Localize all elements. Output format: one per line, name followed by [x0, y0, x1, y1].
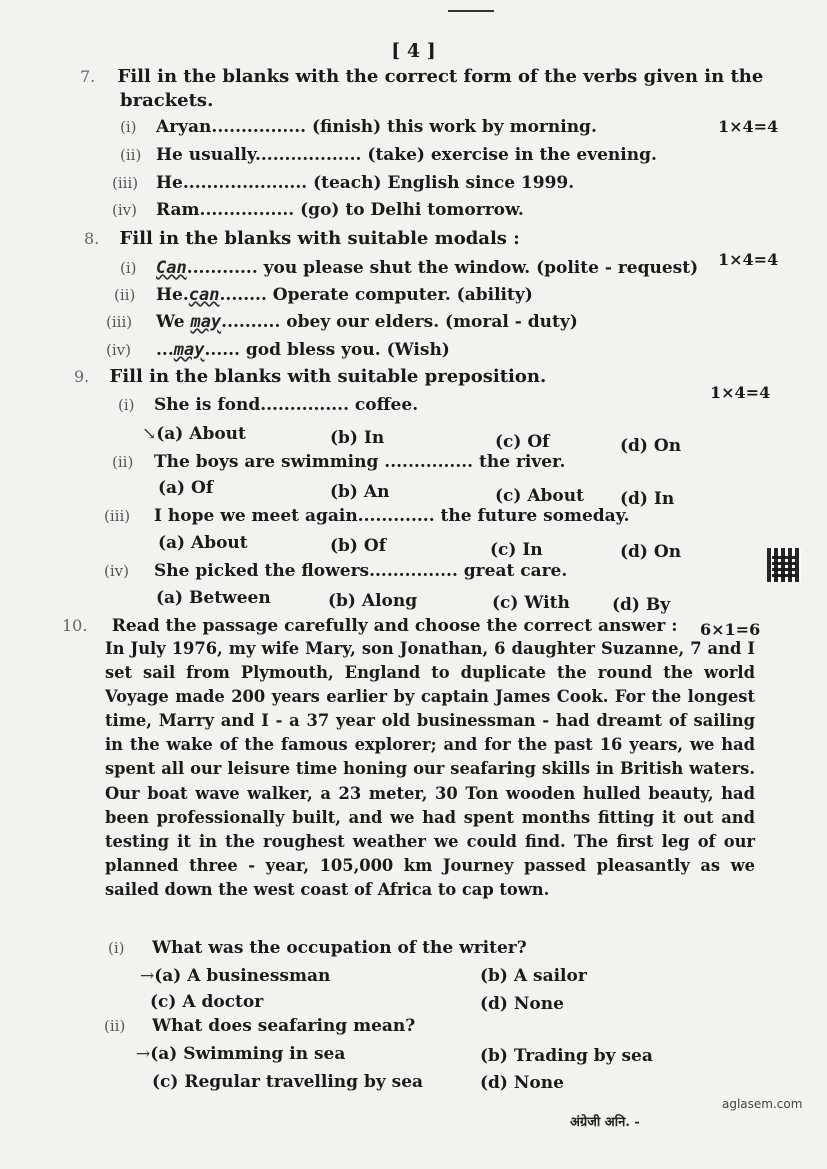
q9-item-roman: (i) [118, 396, 135, 414]
q8-item-text: ........ Operate computer. (ability) [219, 285, 533, 305]
q7-item-text: Aryan................ (finish) this work by morning. [156, 117, 597, 137]
q10-option [140, 966, 330, 986]
reading-passage [105, 637, 755, 902]
top-rule [448, 10, 494, 12]
q9-option: (c) In [490, 540, 543, 560]
watermark: aglasem.com [722, 1097, 803, 1111]
q7-item-roman: (iv) [112, 201, 137, 219]
q10-heading [62, 615, 678, 636]
q9-option: (a) Between [156, 588, 271, 608]
q9-item-text: The boys are swimming ............... the river. [154, 452, 566, 472]
q10-option: (b) A sailor [480, 966, 587, 986]
handwritten-answer: can [188, 285, 220, 305]
q8-marks: 1×4=4 [718, 250, 779, 269]
q8-item-roman: (iv) [106, 341, 131, 359]
passage-text: In July 1976, my wife Mary, son Jonathan, 6 daughter Suzanne, 7 and I set sail from Plymouth, England to duplicate the round the world Voyage made 200 years earlier by captain James Cook. For the longest time, Marry and I - a 37 year old businessman - had dreamt of sailing in the wake of the famous explorer; and for the past 16 years, we had spent all our leisure time honing our seafaring skills in British waters. Our boat wave walker, a 23 meter, 30 Ton wooden hulled beauty, had been professionally built, and we had spent months fitting it out and testing it in the roughest weather we could find. The first leg of our planned three - year, 105,000 km Journey passed pleasantly as we sailed down the west coast of Africa to cap town. [105, 639, 755, 899]
page-number: [ 4 ] [391, 40, 436, 62]
q8-number: 8. [84, 229, 100, 248]
q8-item [114, 285, 533, 305]
q9-item [104, 561, 567, 581]
q9-item-text: She is fond............... coffee. [154, 395, 419, 415]
q7-item-roman: (ii) [120, 146, 142, 164]
q8-heading [84, 228, 520, 249]
q8-item [120, 258, 698, 278]
q9-marks: 1×4=4 [710, 383, 771, 402]
q9-option: (d) By [612, 595, 671, 615]
q9-number: 9. [74, 367, 90, 386]
q9-option: (b) Along [328, 591, 418, 611]
q8-item-roman: (i) [120, 259, 137, 277]
q10-option-text: (a) A businessman [154, 966, 331, 986]
q8-item [106, 312, 578, 332]
q10-option [136, 1044, 345, 1064]
q8-item-roman: (iii) [106, 313, 133, 331]
q10-option: (c) A doctor [150, 992, 264, 1012]
q10-number: 10. [62, 616, 88, 635]
q10-option: (c) Regular travelling by sea [152, 1072, 424, 1092]
tick-mark: → [140, 966, 155, 986]
q8-item-pre: We [156, 312, 191, 332]
q10-question [104, 1016, 415, 1036]
q8-item-text: ...... god bless you. (Wish) [204, 340, 450, 360]
q10-option: (b) Trading by sea [480, 1046, 653, 1066]
q7-item-text: Ram................ (go) to Delhi tomorrow. [156, 200, 524, 220]
handwritten-answer: may [173, 340, 205, 360]
q9-item [104, 506, 630, 526]
q10-question-text: What does seafaring mean? [152, 1016, 416, 1036]
q9-item-text: She picked the flowers............... great care. [154, 561, 568, 581]
q9-option-text: (a) About [156, 424, 246, 444]
q9-option [142, 424, 246, 444]
q10-option-text: (a) Swimming in sea [150, 1044, 346, 1064]
q8-item-roman: (ii) [114, 286, 136, 304]
q9-item-roman: (iv) [104, 562, 129, 580]
tick-mark: → [136, 1044, 151, 1064]
q8-item-pre: ... [156, 340, 174, 360]
q7-item-text: He..................... (teach) English since 1999. [156, 173, 575, 193]
q8-item-pre: He. [156, 285, 189, 305]
q9-option: (d) On [620, 436, 682, 456]
handwritten-answer: Can [156, 258, 187, 278]
q9-item [118, 395, 418, 415]
q7-title-line2: brackets. [120, 90, 214, 111]
q8-item-text: .......... obey our elders. (moral - duty) [221, 312, 578, 332]
q10-question-roman: (i) [108, 939, 125, 957]
q7-item [112, 173, 574, 193]
footer-text: अंग्रेजी अनि. - [570, 1115, 640, 1130]
q7-heading [80, 66, 763, 87]
q9-option: (c) About [495, 486, 584, 506]
q9-title: Fill in the blanks with suitable preposition. [109, 366, 547, 387]
q9-item-text: I hope we meet again............. the future someday. [154, 506, 630, 526]
qr-code-icon [767, 548, 801, 582]
q9-item-roman: (ii) [112, 453, 134, 471]
q10-marks: 6×1=6 [700, 620, 761, 639]
q8-item [106, 340, 450, 360]
q9-option: (d) In [620, 489, 675, 509]
q7-item-roman: (iii) [112, 174, 139, 192]
q9-option: (d) On [620, 542, 682, 562]
handwritten-answer: may [190, 312, 222, 332]
q7-item [120, 117, 597, 137]
q9-option: (b) An [330, 482, 390, 502]
q7-number: 7. [80, 67, 96, 86]
tick-mark: ↘ [142, 424, 157, 444]
q9-option: (a) About [158, 533, 248, 553]
q7-title-line1: Fill in the blanks with the correct form of the verbs given in the [117, 66, 764, 87]
q10-question-text: What was the occupation of the writer? [152, 938, 527, 958]
q10-option: (d) None [480, 994, 564, 1014]
q7-item [120, 145, 657, 165]
q9-item-roman: (iii) [104, 507, 131, 525]
q7-item [112, 200, 524, 220]
q7-item-roman: (i) [120, 118, 137, 136]
q8-item-text: ............ you please shut the window. (polite - request) [186, 258, 699, 278]
q9-option: (c) Of [495, 432, 550, 452]
q8-title: Fill in the blanks with suitable modals : [119, 228, 520, 249]
q9-option: (b) In [330, 428, 385, 448]
q7-marks: 1×4=4 [718, 117, 779, 136]
q10-question-roman: (ii) [104, 1017, 126, 1035]
q7-item-text: He usually.................. (take) exercise in the evening. [156, 145, 657, 165]
q9-heading [74, 366, 546, 387]
q10-option: (d) None [480, 1073, 564, 1093]
q10-title: Read the passage carefully and choose the correct answer : [111, 616, 678, 636]
q9-option: (a) Of [158, 478, 214, 498]
q10-question [108, 938, 527, 958]
q9-option: (c) With [492, 593, 570, 613]
q9-option: (b) Of [330, 536, 387, 556]
q9-item [112, 452, 565, 472]
